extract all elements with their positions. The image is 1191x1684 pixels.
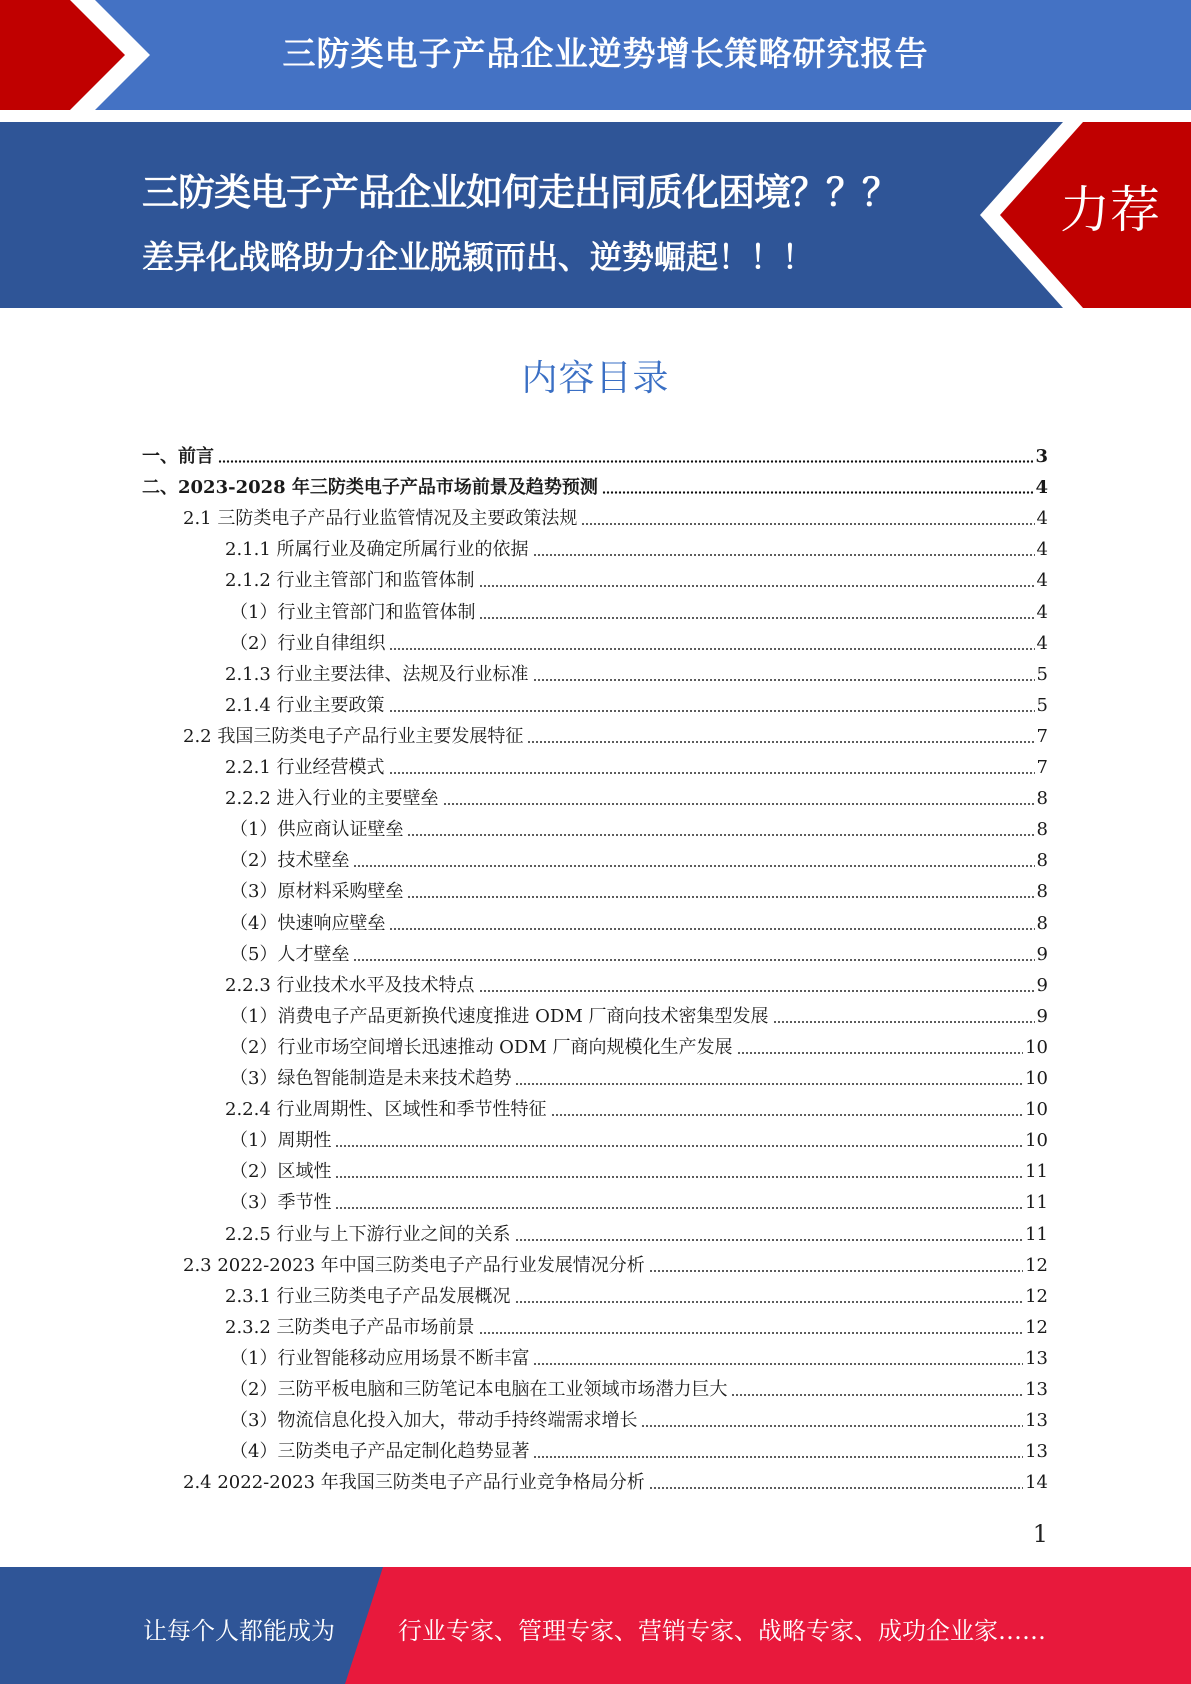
toc-dot-leader	[443, 803, 1035, 805]
toc-entry-page: 11	[1025, 1223, 1048, 1245]
toc-entry-page: 4	[1036, 539, 1048, 561]
toc-dot-leader	[353, 959, 1034, 961]
toc-entry[interactable]	[225, 1090, 1048, 1121]
toc-entry-label: 2.3.2 三防类电子产品市场前景	[225, 1316, 475, 1338]
footer-slogan-right: 行业专家、管理专家、营销专家、战略专家、成功企业家……	[398, 1617, 1046, 1645]
toc-entry[interactable]	[230, 1059, 1048, 1090]
toc-entry-label: （3）季节性	[230, 1192, 332, 1214]
toc-entry-label: （1）行业主管部门和监管体制	[230, 601, 476, 623]
toc-entry-label: 2.2.5 行业与上下游行业之间的关系	[225, 1223, 511, 1245]
toc-dot-leader	[533, 1363, 1023, 1365]
toc-dot-leader	[389, 648, 1034, 650]
toc-entry[interactable]	[225, 1308, 1048, 1339]
toc-entry-label: 2.2 我国三防类电子产品行业主要发展特征	[183, 725, 524, 747]
toc-entry-page: 8	[1036, 912, 1048, 934]
toc-entry-label: （4）三防类电子产品定制化趋势显著	[230, 1441, 530, 1463]
toc-entry[interactable]	[230, 593, 1048, 624]
toc-dot-leader	[515, 1301, 1024, 1303]
toc-entry[interactable]	[142, 437, 1048, 468]
toc-entry-label: 2.2.2 进入行业的主要壁垒	[225, 788, 439, 810]
toc-entry[interactable]	[142, 468, 1048, 499]
toc-dot-leader	[389, 928, 1034, 930]
hero-headline: 三防类电子产品企业如何走出同质化困境？？？	[142, 171, 898, 214]
toc-dot-leader	[407, 834, 1034, 836]
toc-entry[interactable]	[230, 810, 1048, 841]
toc-entry[interactable]	[230, 1432, 1048, 1463]
footer-banner	[0, 1567, 1191, 1684]
hero-banner	[0, 122, 1191, 308]
toc-dot-leader	[602, 491, 1034, 494]
toc-entry[interactable]	[230, 624, 1048, 655]
toc-dot-leader	[218, 460, 1033, 463]
toc-entry-label: （2）技术壁垒	[230, 850, 350, 872]
toc-entry-page: 10	[1025, 1099, 1048, 1121]
toc-entry-label: 2.2.3 行业技术水平及技术特点	[225, 974, 475, 996]
toc-entry-label: 2.2.1 行业经营模式	[225, 757, 385, 778]
toc-entry-page: 8	[1036, 850, 1048, 872]
toc-entry[interactable]	[183, 717, 1048, 748]
toc-entry[interactable]	[225, 779, 1048, 810]
toc-entry[interactable]	[225, 655, 1048, 686]
toc-entry-label: （5）人才壁垒	[230, 943, 350, 965]
toc-entry-label: 2.1.2 行业主管部门和监管体制	[225, 570, 475, 592]
toc-dot-leader	[533, 554, 1035, 556]
toc-dot-leader	[479, 990, 1035, 992]
page-number: 1	[1032, 1520, 1048, 1548]
toc-heading: 内容目录	[521, 358, 670, 399]
toc-entry-page: 9	[1036, 974, 1048, 996]
toc-entry-page: 8	[1036, 788, 1048, 810]
toc-entry[interactable]	[225, 686, 1048, 717]
toc-entry-label: 2.1 三防类电子产品行业监管情况及主要政策法规	[183, 508, 578, 530]
hero-subheadline: 差异化战略助力企业脱颖而出、逆势崛起！！！	[142, 238, 815, 276]
toc-entry-label: （3）物流信息化投入加大，带动手持终端需求增长	[230, 1410, 638, 1432]
toc-entry[interactable]	[230, 872, 1048, 903]
toc-entry-page: 13	[1025, 1347, 1048, 1369]
toc-dot-leader	[389, 710, 1035, 712]
toc-dot-leader	[737, 1052, 1024, 1054]
toc-entry-page: 14	[1025, 1472, 1048, 1494]
toc-entry-label: （2）行业市场空间增长迅速推动 ODM 厂商向规模化生产发展	[230, 1036, 733, 1058]
toc-dot-leader	[389, 772, 1035, 774]
toc-entry-page: 4	[1036, 601, 1048, 623]
toc-entry-label: （2）三防平板电脑和三防笔记本电脑在工业领域市场潜力巨大	[230, 1379, 728, 1400]
toc-entry-page: 5	[1036, 694, 1048, 716]
toc-entry-label: （2）行业自律组织	[230, 632, 386, 654]
toc-entry-page: 12	[1025, 1316, 1048, 1338]
toc-dot-leader	[533, 1456, 1023, 1458]
toc-dot-leader	[731, 1394, 1023, 1396]
toc-entry-page: 4	[1036, 570, 1048, 592]
toc-dot-leader	[335, 1207, 1023, 1209]
toc-entry-label: （1）行业智能移动应用场景不断丰富	[230, 1347, 530, 1369]
toc-dot-leader	[335, 1145, 1023, 1147]
toc-entry-label: 2.4 2022-2023 年我国三防类电子产品行业竞争格局分析	[183, 1472, 645, 1494]
toc-entry-label: 一、前言	[142, 446, 214, 467]
toc-entry-page: 3	[1035, 446, 1048, 467]
toc-entry-page: 7	[1036, 725, 1048, 747]
toc-entry[interactable]	[230, 1152, 1048, 1183]
footer-slogan-left: 让每个人都能成为	[143, 1617, 335, 1645]
recommend-badge: 力荐	[1060, 181, 1160, 239]
toc-entry[interactable]	[225, 561, 1048, 592]
toc-dot-leader	[649, 1270, 1023, 1272]
toc-entry-page: 7	[1036, 757, 1048, 778]
toc-entry-label: 2.1.3 行业主要法律、法规及行业标准	[225, 663, 529, 685]
toc-entry-page: 8	[1036, 881, 1048, 903]
toc-entry-label: 二、2023-2028 年三防类电子产品市场前景及趋势预测	[142, 477, 598, 499]
toc-entry-label: 2.1.1 所属行业及确定所属行业的依据	[225, 539, 529, 561]
toc-entry-page: 9	[1036, 1005, 1048, 1027]
toc-entry[interactable]	[230, 1339, 1048, 1370]
toc-dot-leader	[335, 1176, 1023, 1178]
toc-entry[interactable]	[230, 1028, 1048, 1059]
toc-dot-leader	[581, 523, 1034, 525]
toc-entry-label: （4）快速响应壁垒	[230, 912, 386, 934]
toc-dot-leader	[353, 865, 1034, 867]
toc-entry-page: 10	[1025, 1036, 1048, 1058]
toc-entry[interactable]	[230, 1121, 1048, 1152]
toc-entry-page: 10	[1025, 1068, 1048, 1089]
toc-dot-leader	[515, 1239, 1024, 1241]
toc-entry-page: 13	[1025, 1379, 1048, 1400]
toc-entry[interactable]	[225, 1277, 1048, 1308]
toc-entry-label: 2.2.4 行业周期性、区域性和季节性特征	[225, 1099, 547, 1121]
toc-entry[interactable]	[230, 935, 1048, 966]
toc-entry[interactable]	[230, 997, 1048, 1028]
toc-dot-leader	[773, 1021, 1035, 1023]
toc-entry[interactable]	[230, 1401, 1048, 1432]
toc-entry-page: 4	[1035, 477, 1048, 499]
toc-entry-label: （3）原材料采购壁垒	[230, 881, 404, 903]
toc-entry-label: 2.3.1 行业三防类电子产品发展概况	[225, 1285, 511, 1307]
toc-dot-leader	[479, 1332, 1024, 1334]
toc-entry-label: （3）绿色智能制造是未来技术趋势	[230, 1068, 512, 1089]
toc-dot-leader	[533, 679, 1035, 681]
toc-entry[interactable]	[183, 1463, 1048, 1494]
toc-entry[interactable]	[225, 1215, 1048, 1246]
toc-entry[interactable]	[230, 841, 1048, 872]
toc-entry-label: （1）供应商认证壁垒	[230, 819, 404, 841]
toc-dot-leader	[641, 1425, 1023, 1427]
top-banner	[0, 0, 1191, 112]
toc-entry[interactable]	[183, 499, 1048, 530]
toc-dot-leader	[527, 741, 1034, 743]
toc-entry-page: 12	[1025, 1285, 1048, 1307]
toc-entry[interactable]	[225, 966, 1048, 997]
toc-dot-leader	[649, 1487, 1023, 1489]
toc-entry-page: 11	[1025, 1161, 1048, 1183]
toc-entry-page: 4	[1036, 508, 1048, 530]
toc-entry[interactable]	[230, 904, 1048, 935]
toc-dot-leader	[407, 896, 1034, 898]
toc-dot-leader	[515, 1083, 1023, 1085]
toc-entry-page: 5	[1036, 663, 1048, 685]
toc-dot-leader	[551, 1114, 1024, 1116]
toc-entry[interactable]	[225, 530, 1048, 561]
toc-dot-leader	[479, 617, 1034, 619]
toc-entry-label: （1）周期性	[230, 1130, 332, 1152]
toc-dot-leader	[479, 585, 1035, 587]
toc-entry[interactable]	[230, 1370, 1048, 1401]
toc-entry-page: 11	[1025, 1192, 1048, 1214]
toc-entry-label: （2）区域性	[230, 1161, 332, 1183]
toc-entry-page: 9	[1036, 943, 1048, 965]
toc-entry-label: 2.3 2022-2023 年中国三防类电子产品行业发展情况分析	[183, 1254, 645, 1276]
toc-entry-page: 10	[1025, 1130, 1048, 1152]
toc-entry[interactable]	[225, 748, 1048, 779]
toc-entry-label: 2.1.4 行业主要政策	[225, 694, 385, 716]
report-title: 三防类电子产品企业逆势增长策略研究报告	[282, 34, 929, 73]
toc-entry-page: 13	[1025, 1410, 1048, 1432]
toc-entry[interactable]	[183, 1246, 1048, 1277]
toc-entry-page: 4	[1036, 632, 1048, 654]
toc-entry-label: （1）消费电子产品更新换代速度推进 ODM 厂商向技术密集型发展	[230, 1005, 769, 1027]
toc-entry-page: 12	[1025, 1254, 1048, 1276]
toc-entry[interactable]	[230, 1183, 1048, 1214]
toc-entry-page: 8	[1036, 819, 1048, 841]
toc-entry-page: 13	[1025, 1441, 1048, 1463]
